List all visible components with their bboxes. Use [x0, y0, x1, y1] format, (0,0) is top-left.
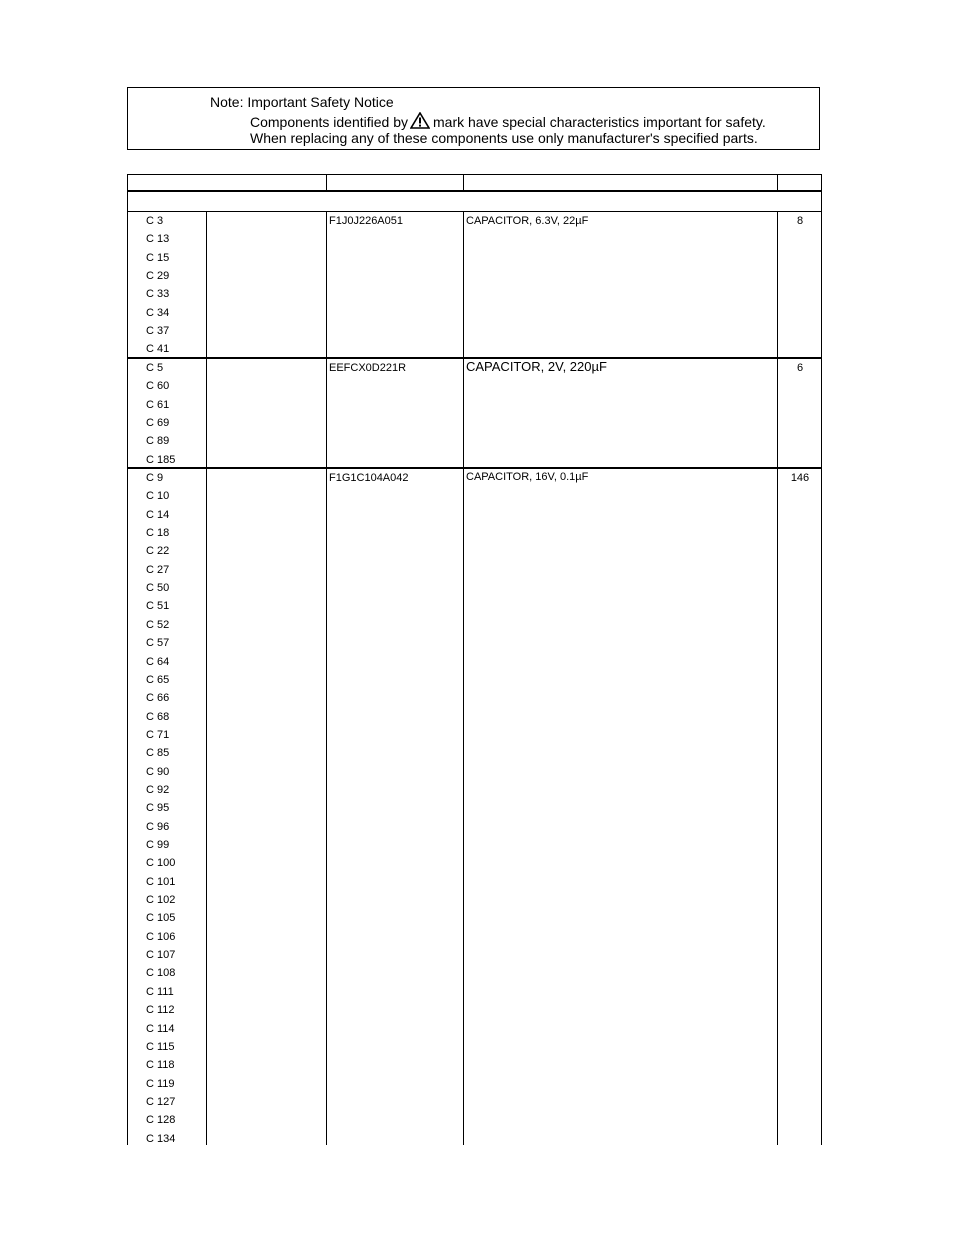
- notice-line-components-a: Components identified by: [250, 114, 408, 130]
- table-top-border: [127, 174, 822, 175]
- table-right-border: [821, 174, 822, 1145]
- ref-designator: C 57: [146, 637, 170, 650]
- column-divider: [326, 211, 327, 1145]
- section-bottom-border: [127, 211, 822, 212]
- header-divider: [326, 174, 327, 191]
- ref-designator: C 90: [146, 765, 170, 778]
- ref-designator: C 106: [146, 930, 176, 943]
- ref-designator: C 96: [146, 820, 170, 833]
- ref-designator: C 18: [146, 527, 170, 540]
- notice-title: Note: Important Safety Notice: [210, 94, 394, 110]
- part-quantity: 8: [796, 215, 804, 227]
- ref-designator: C 71: [146, 728, 170, 741]
- ref-designator: C 22: [146, 545, 170, 558]
- header-divider: [777, 174, 778, 191]
- ref-designator: C 102: [146, 894, 176, 907]
- header-divider: [463, 174, 464, 191]
- ref-designator: C 64: [146, 655, 170, 668]
- group-divider: [127, 467, 822, 469]
- ref-designator: C 68: [146, 710, 170, 723]
- ref-designator: C 27: [146, 563, 170, 576]
- ref-designator: C 128: [146, 1114, 176, 1127]
- ref-designator: C 134: [146, 1132, 176, 1145]
- ref-designator: C 89: [146, 435, 170, 448]
- part-quantity: 146: [790, 472, 810, 484]
- ref-designator: C 115: [146, 1040, 175, 1053]
- ref-designator: C 92: [146, 783, 170, 796]
- ref-designator: C 114: [146, 1022, 175, 1035]
- warning-triangle-icon: [410, 112, 430, 129]
- column-divider: [777, 211, 778, 1145]
- ref-designator: C 50: [146, 582, 170, 595]
- ref-designator: C 69: [146, 417, 170, 430]
- column-divider: [206, 211, 207, 1145]
- ref-designator: C 65: [146, 673, 170, 686]
- ref-designator: C 105: [146, 912, 176, 925]
- ref-designator: C 9: [146, 472, 164, 484]
- ref-designator: C 95: [146, 802, 170, 815]
- ref-designator: C 3: [146, 215, 164, 227]
- column-divider: [463, 211, 464, 1145]
- ref-designator: C 13: [146, 233, 170, 246]
- header-bottom-border: [127, 190, 822, 192]
- ref-designator: C 127: [146, 1095, 176, 1108]
- ref-designator: C 15: [146, 251, 170, 264]
- ref-designator: C 60: [146, 380, 170, 393]
- part-description: CAPACITOR, 6.3V, 22µF: [466, 215, 589, 227]
- part-description: CAPACITOR, 2V, 220µF: [466, 359, 607, 374]
- ref-designator: C 100: [146, 857, 176, 870]
- ref-designator: C 5: [146, 362, 164, 374]
- ref-designator: C 108: [146, 967, 176, 980]
- notice-line-replacing: When replacing any of these components use only manufacturer's specified parts.: [250, 130, 758, 146]
- ref-designator: C 33: [146, 288, 170, 301]
- part-number: F1G1C104A042: [329, 472, 409, 484]
- part-quantity: 6: [796, 362, 804, 374]
- notice-line-components: [250, 112, 766, 130]
- ref-designator: C 99: [146, 839, 170, 851]
- ref-designator: C 14: [146, 508, 170, 521]
- part-number: F1J0J226A051: [329, 215, 403, 227]
- ref-designator: C 111: [146, 985, 174, 998]
- part-number: EEFCX0D221R: [329, 362, 407, 374]
- ref-designator: C 119: [146, 1077, 175, 1090]
- table-left-border: [127, 174, 128, 1145]
- ref-designator: C 34: [146, 306, 170, 319]
- ref-designator: C 112: [146, 1004, 175, 1017]
- ref-designator: C 185: [146, 453, 176, 466]
- ref-designator: C 51: [146, 600, 170, 613]
- ref-designator: C 107: [146, 949, 176, 962]
- notice-line-components-b: mark have special characteristics important for safety.: [433, 114, 766, 130]
- ref-designator: C 66: [146, 692, 170, 705]
- ref-designator: C 85: [146, 747, 170, 760]
- part-description: CAPACITOR, 16V, 0.1µF: [466, 471, 589, 483]
- ref-designator: C 118: [146, 1059, 175, 1072]
- ref-designator: C 37: [146, 325, 170, 338]
- ref-designator: C 61: [146, 398, 170, 411]
- ref-designator: C 41: [146, 343, 170, 356]
- ref-designator: C 101: [146, 875, 176, 888]
- ref-designator: C 52: [146, 618, 170, 631]
- safety-notice: [127, 87, 820, 150]
- ref-designator: C 10: [146, 490, 170, 503]
- ref-designator: C 29: [146, 270, 170, 283]
